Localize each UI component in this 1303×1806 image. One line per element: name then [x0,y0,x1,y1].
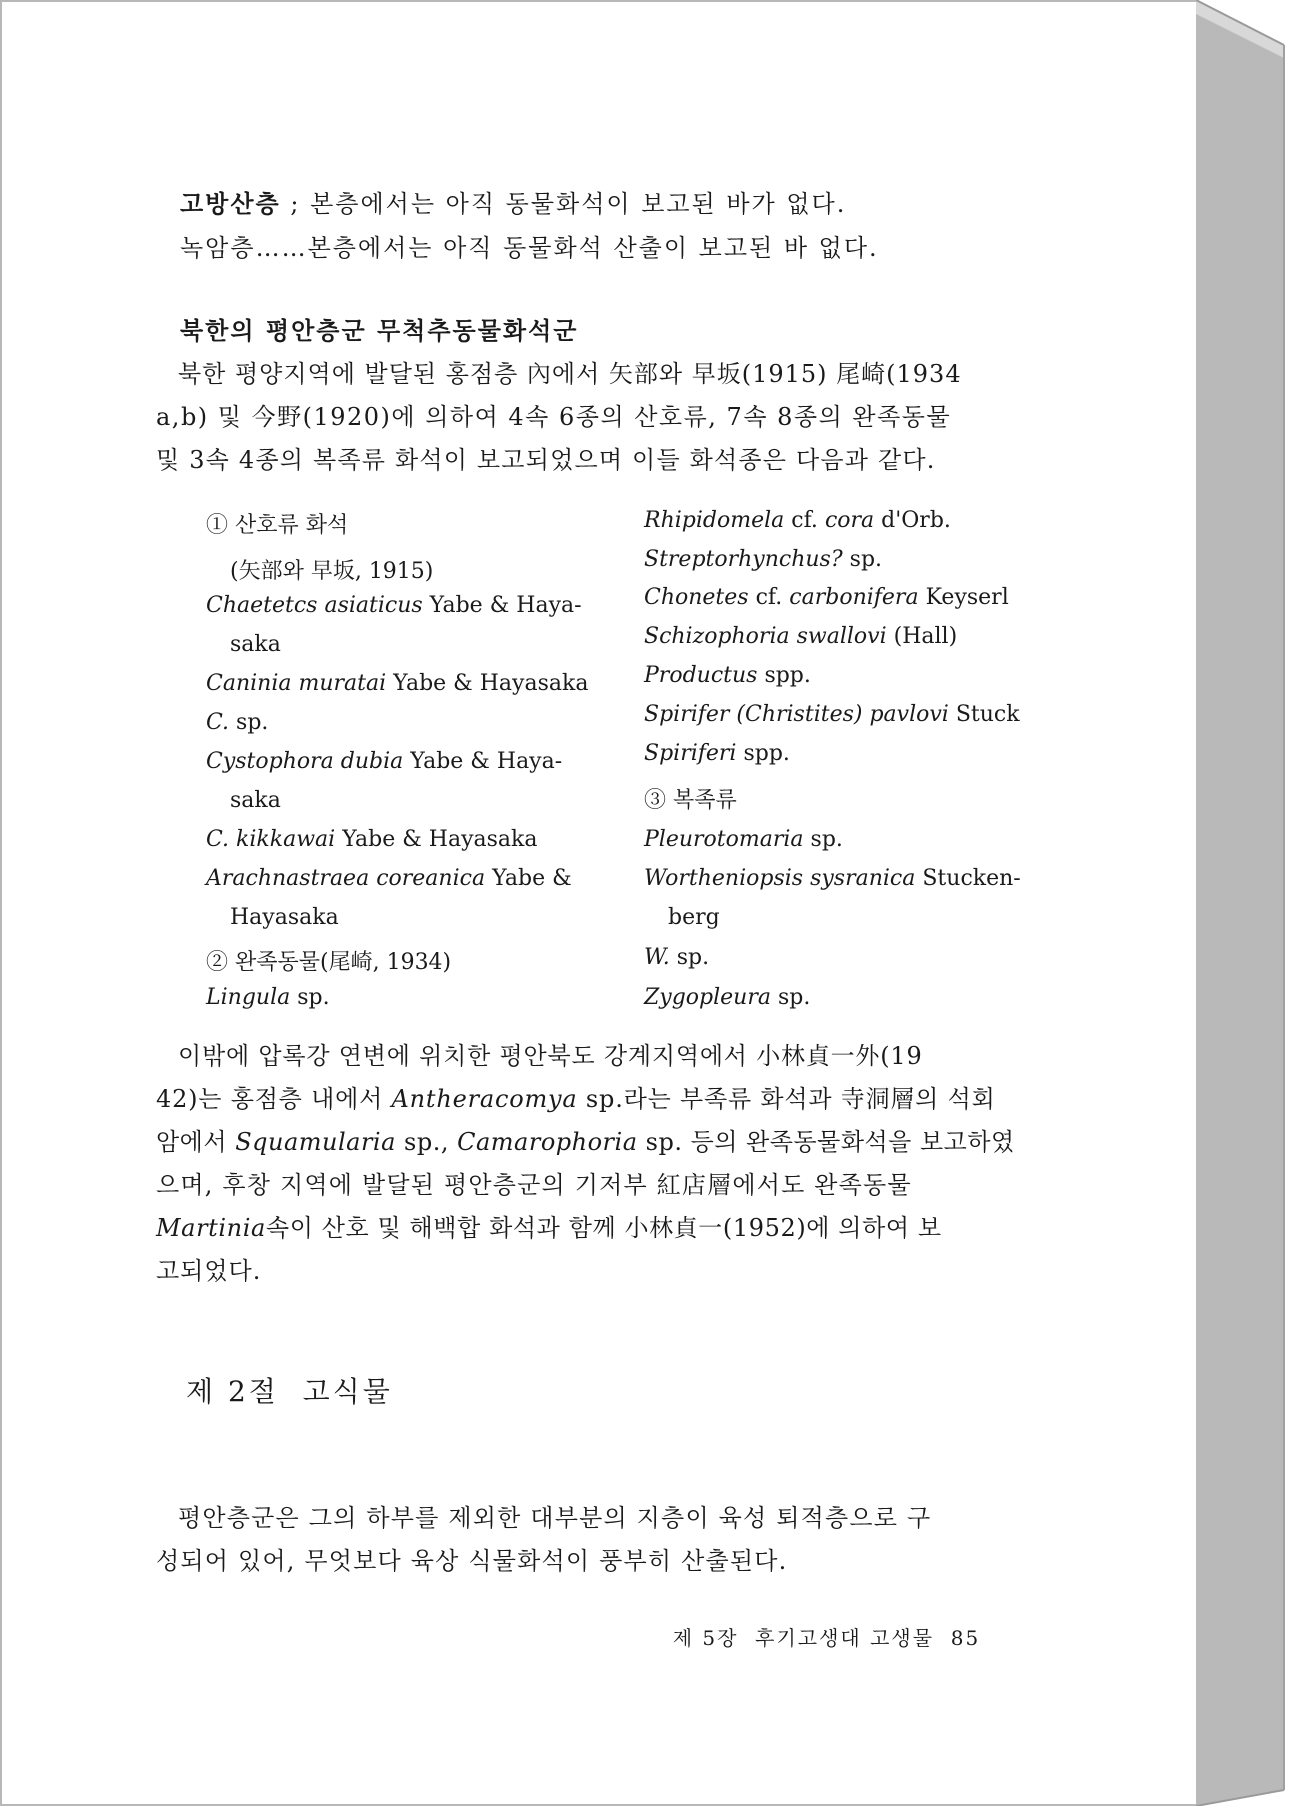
footer-chapter: 제 5장 후기고생대 고생물 [672,1626,935,1650]
p2-text: 속이 산호 및 해백합 화석과 함께 小林貞一(1952)에 의하여 보 [265,1214,942,1242]
rest: sp. [297,985,330,1010]
genus: Schizophoria [644,624,790,649]
gobangsan-label: 고방산층 [180,189,281,218]
nogam-text: 본층에서는 아직 동물화석 산출이 보고된 바 없다. [307,234,879,262]
rest: spp. [743,741,790,766]
p2-text: sp., [395,1128,458,1156]
section-heading: 북한의 평안층군 무척추동물화석군 [180,316,579,345]
species-entry [206,671,588,696]
coral-source: (矢部와 早坂, 1915) [230,559,434,584]
species: cora [824,508,875,533]
taxon-name: Squamularia [235,1128,396,1156]
species: kikkawai [236,827,336,852]
chapter-section-title: 제 2절 고식물 [186,1375,393,1408]
p2-text: sp.라는 부족류 화석과 寺洞層의 석회 [577,1085,996,1113]
genus: Spirifer [644,702,730,727]
nogam-sep: …… [255,234,308,262]
author: Yabe & Hayasaka [393,671,589,696]
cf: cf. [755,585,783,610]
species-entry [644,547,882,572]
genus: Pleurotomaria [644,827,804,852]
p2-text: 암에서 [156,1128,236,1156]
nogam-label: 녹암층 [180,234,256,262]
species-entry [206,827,538,852]
genus: C. [206,710,230,735]
genus: C. [206,827,230,852]
species: swallovi [796,624,887,649]
genus: Productus [644,663,758,688]
p2-line-1: 이밖에 압록강 연변에 위치한 평안북도 강계지역에서 小林貞一外(19 [178,1042,923,1070]
species: carbonifera [789,585,919,610]
genus: Lingula [206,985,291,1010]
genus: Caninia [206,671,292,696]
intro-line-2: a,b) 및 今野(1920)에 의하여 4속 6종의 산호류, 7속 8종의 완족동물 [156,403,952,431]
species-entry [644,866,1021,891]
running-footer [656,1598,980,1651]
p2-line-6: 고되었다. [156,1257,262,1285]
genus: Wortheniopsis [644,866,804,891]
taxon-name: Antheracomya [391,1085,578,1113]
gobangsan-text: 본층에서는 아직 동물화석이 보고된 바가 없다. [310,190,847,218]
rest: sp. [849,547,883,572]
species-entry [206,593,582,618]
species-entry-cont: Hayasaka [230,905,339,930]
p2-line-2 [156,1079,996,1114]
p2-line-3 [156,1122,1015,1157]
gobangsan-sep: ; [280,190,311,218]
species-entry [206,749,562,774]
p3-line-1: 평안층군은 그의 하부를 제외한 대부분의 지층이 육성 퇴적층으로 구 [178,1504,932,1532]
p2-text: sp. 등의 완족동물화석을 보고하였 [637,1128,1015,1156]
page-number: 85 [950,1626,981,1650]
genus: Rhipidomela [644,508,785,533]
species-entry [644,702,1020,727]
author: Yabe & Hayasaka [342,827,538,852]
author: Stucken- [922,866,1021,891]
gobangsan-line [180,184,846,219]
coral-heading: ① 산호류 화석 [206,513,349,538]
author: (Hall) [893,624,958,649]
species-entry [644,585,1009,610]
author: d'Orb. [881,508,951,533]
intro-line-1: 북한 평양지역에 발달된 홍점층 內에서 矢部와 早坂(1915) 尾崎(1934 [178,360,962,388]
p3-line-2: 성되어 있어, 무엇보다 육상 식물화석이 풍부히 산출된다. [156,1547,788,1575]
intro-line-3: 및 3속 4종의 복족류 화석이 보고되었으며 이들 화석종은 다음과 같다. [156,446,936,474]
p2-line-5 [156,1208,942,1243]
book-spine [1196,0,1303,1806]
species: dubia [340,749,404,774]
p2-line-4: 으며, 후창 지역에 발달된 평안층군의 기저부 紅店層에서도 완족동물 [156,1171,912,1199]
author: Yabe & Haya- [410,749,563,774]
taxon-name: Martinia [156,1214,266,1242]
author: Keyserl [925,585,1009,610]
genus: Zygopleura [644,985,771,1010]
genus: Streptorhynchus? [644,547,843,572]
brachiopod-heading: ② 완족동물(尾崎, 1934) [206,950,452,975]
species-entry-cont: saka [230,788,281,813]
taxon-name: Camarophoria [457,1128,638,1156]
p2-text: 42)는 홍점층 내에서 [156,1085,392,1113]
genus: Chaetetcs [206,593,318,618]
species-entry [644,508,951,533]
species-entry-cont: saka [230,632,281,657]
species-entry [206,866,572,891]
species-entry-cont: berg [668,905,720,930]
species: pavlovi [869,702,949,727]
rest: sp. [777,985,811,1010]
genus: Chonetes [644,585,749,610]
species-entry [644,663,811,688]
species-entry [644,827,843,852]
species: asiaticus [324,593,423,618]
species-entry [644,741,790,766]
genus: W. [644,945,670,970]
gastropod-heading: ③ 복족류 [644,788,737,813]
rest: sp. [676,945,710,970]
subgenus: (Christites) [736,702,863,727]
species-entry [644,624,957,649]
rest: spp. [764,663,811,688]
cf: cf. [791,508,818,533]
rest: sp. [810,827,843,852]
species: muratai [298,671,387,696]
species-entry [644,985,810,1010]
author: Stuck [955,702,1020,727]
author: Yabe & Haya- [429,593,582,618]
species-entry [644,945,709,970]
species: coreanica [376,866,486,891]
genus: Spiriferi [644,741,737,766]
species-entry [206,710,268,735]
species-entry [206,985,330,1010]
author: Yabe & [492,866,572,891]
rest: sp. [236,710,269,735]
genus: Cystophora [206,749,334,774]
genus: Arachnastraea [206,866,370,891]
nogam-line [180,228,879,263]
species: sysranica [810,866,916,891]
